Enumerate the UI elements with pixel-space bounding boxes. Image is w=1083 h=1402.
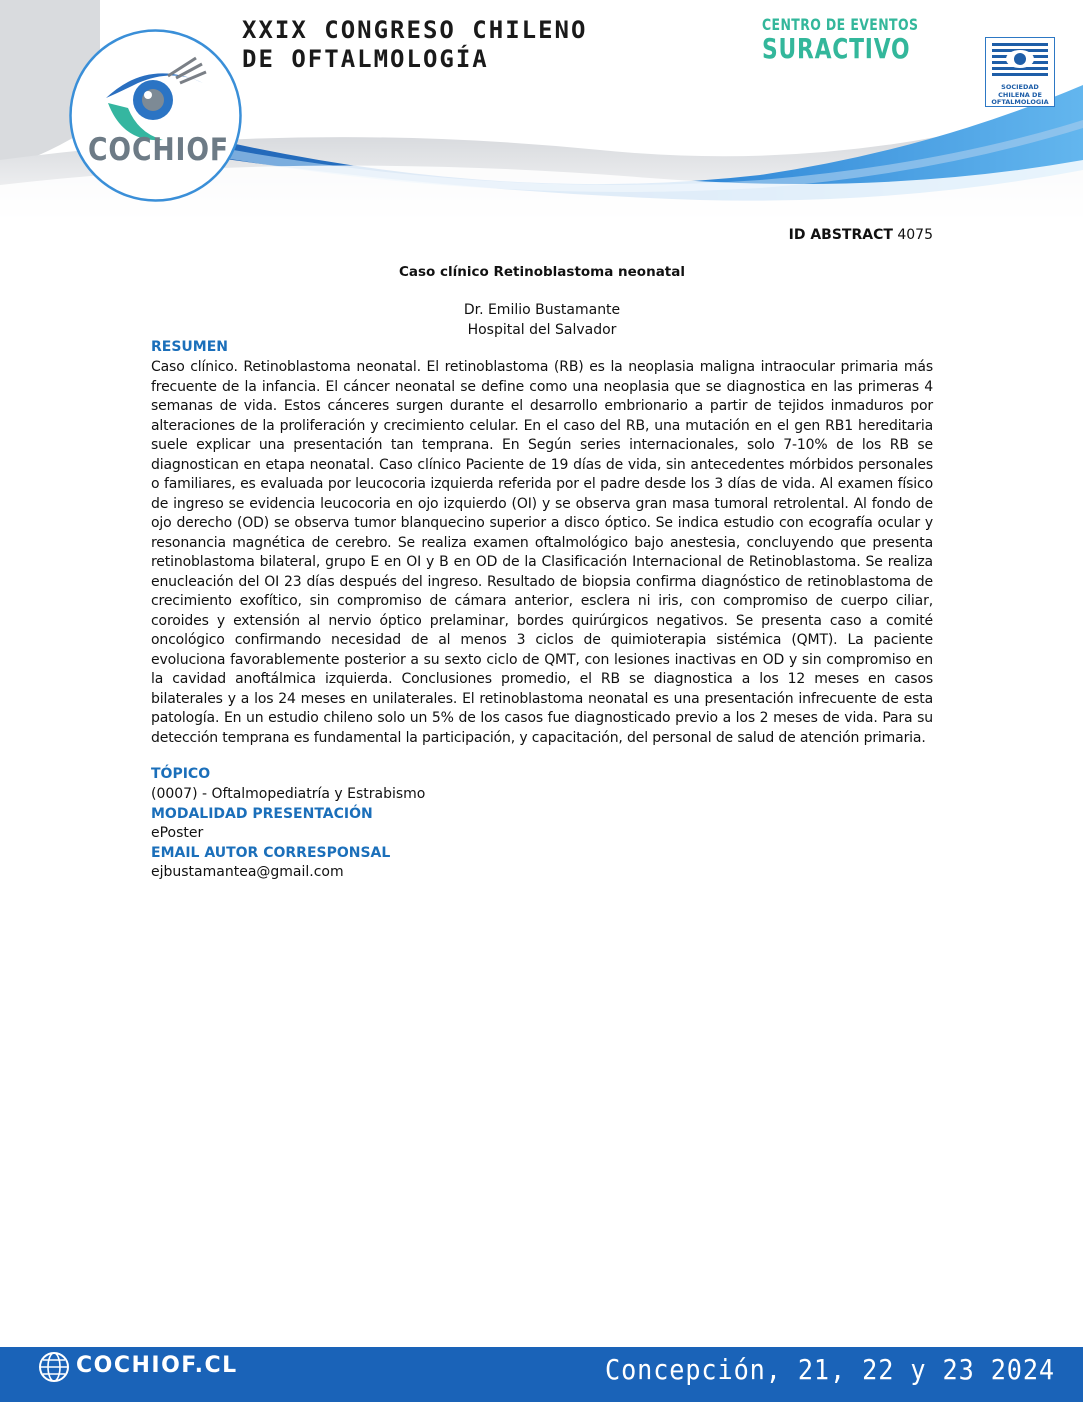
footer-dates: Concepción, 21, 22 y 23 2024 [604,1353,1055,1386]
author-name: Dr. Emilio Bustamante [463,302,621,318]
society-eye-icon [986,38,1054,84]
venue-logo [762,16,918,64]
summary-heading: RESUMEN [151,339,229,355]
venue-line1: CENTRO DE EVENTOS [762,15,919,34]
author-block [151,300,933,340]
summary-text: Caso clínico. Retinoblastoma neonatal. El retinoblastoma (RB) es la neoplasia maligna intraocular primaria más frecuente de la infancia. El cáncer neonatal se define como una neoplasia que se diagnostica en las primeras 4 semanas de vida. Estos cánceres surgen durante el desarrollo embrionario a partir de tejidos inmaduros por alteraciones de la proliferación y crecimiento celular. En el caso del RB, una mutación en el gen RB1 hereditaria suele explicar una presentación tan temprana. En Según series internacionales, solo 7-10% de los RB se diagnostican en etapa neonatal. Caso clínico Paciente de 19 días de vida, sin antecedentes mórbidos personales o familiares, es evaluada por leucocoria izquierda referida por el padre desde los 3 días de vida. Al examen físico de ingreso se evidencia leucocoria en ojo izquierdo (OI) y se observa gran masa tumoral retrolental. Al fondo de ojo derecho (OD) se observa tumor blanquecino superior a disco óptico. Se indica estudio con ecografía ocular y resonancia magnética de cerebro. Se realiza examen oftalmológico bajo anestesia, concluyendo que presenta retinoblastoma bilateral, grupo E en OI y B en OD de la Clasificación Internacional de Retinoblastoma. Se realiza enucleación del OI 23 días después del ingreso. Resultado de biopsia confirma diagnóstico de retinoblastoma de crecimiento exofítico, sin compromiso de cámara anterior, esclera ni iris, con compromiso de cuerpo ciliar, coroides y extensión al nervio óptico prelaminar, bordes quirúrgicos negativos. Se presenta caso a comité oncológico confirmando necesidad de al menos 3 ciclos de quimioterapia sistémica (QMT). La paciente evoluciona favorablemente posterior a su sexto ciclo de QMT, con lesiones inactivas en OD y sin compromiso en la cavidad anoftálmica izquierda. Conclusiones promedio, el RB se diagnostica a los 12 meses en casos bilaterales y a los 24 meses en unilaterales. El retinoblastoma neonatal es una presentación infrecuente de esta patología. En un estudio chileno solo un 5% de los casos fue diagnosticado previo a los 2 meses de vida. Para su detección temprana es fundamental la participación, y capacitación, del personal de salud de atención primaria. [151,359,933,746]
page-header [0,0,1083,230]
abstract-title: Caso clínico Retinoblastoma neonatal [398,264,685,280]
abstract-id-label: ID ABSTRACT [788,227,893,243]
footer-site: COCHIOF.CL [76,1353,238,1378]
topic-heading: TÓPICO [151,766,211,782]
cochiof-logo-emblem [68,28,243,203]
congress-title-line1: XXIX CONGRESO CHILENO [242,16,588,44]
abstract-id-value: 4075 [897,227,933,243]
globe-icon [38,1351,70,1383]
author-institution: Hospital del Salvador [467,322,617,338]
page-footer [0,1347,1083,1402]
abstract-id [789,227,933,243]
cochiof-logo-wordmark: COCHIOF [88,132,229,168]
topic-value: (0007) - Oftalmopediatría y Estrabismo [151,786,426,802]
congress-title-line2: DE OFTALMOLOGÍA [242,45,489,73]
venue-line2: SURACTIVO [762,32,911,65]
email-heading: EMAIL AUTOR CORRESPONSAL [151,845,391,861]
congress-title [242,16,587,74]
modality-value: ePoster [151,825,204,841]
society-logo-caption: SOCIEDAD CHILENA DE OFTALMOLOGIA [991,83,1049,106]
email-value: ejbustamantea@gmail.com [151,864,344,880]
modality-heading: MODALIDAD PRESENTACIÓN [151,806,373,822]
society-logo [985,37,1055,107]
